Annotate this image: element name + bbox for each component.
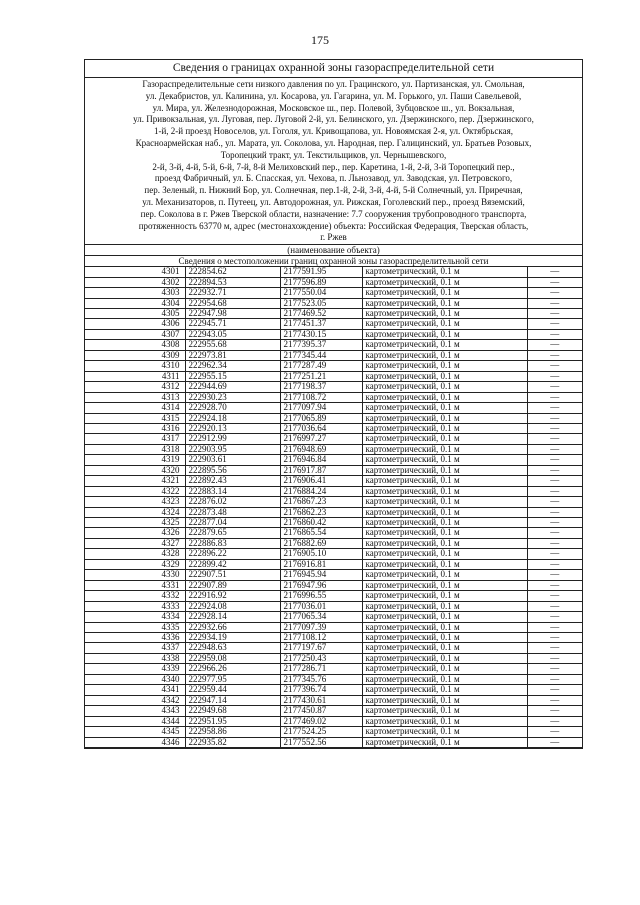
point-number-cell: 4339 xyxy=(85,664,185,674)
table-row xyxy=(85,528,582,538)
method-cell: картометрический, 0.1 м xyxy=(362,403,527,413)
description-cell: — xyxy=(527,549,582,559)
description-cell: — xyxy=(527,518,582,528)
method-cell: картометрический, 0.1 м xyxy=(362,559,527,569)
table-row xyxy=(85,486,582,496)
table-row xyxy=(85,403,582,413)
x-coordinate-cell: 222879.65 xyxy=(185,528,280,538)
y-coordinate-cell: 2177198.37 xyxy=(280,382,362,392)
y-coordinate-cell: 2177596.89 xyxy=(280,277,362,287)
point-number-cell: 4302 xyxy=(85,277,185,287)
description-cell: — xyxy=(527,706,582,716)
y-coordinate-cell: 2176997.27 xyxy=(280,434,362,444)
description-cell: — xyxy=(527,319,582,329)
x-coordinate-cell: 222924.18 xyxy=(185,413,280,423)
point-number-cell: 4341 xyxy=(85,685,185,695)
y-coordinate-cell: 2176945.94 xyxy=(280,570,362,580)
table-row xyxy=(85,350,582,360)
description-cell: — xyxy=(527,413,582,423)
table-row xyxy=(85,653,582,663)
table-row xyxy=(85,601,582,611)
method-cell: картометрический, 0.1 м xyxy=(362,361,527,371)
description-cell: — xyxy=(527,716,582,726)
point-number-cell: 4310 xyxy=(85,361,185,371)
point-number-cell: 4331 xyxy=(85,580,185,590)
point-number-cell: 4319 xyxy=(85,455,185,465)
table-row xyxy=(85,340,582,350)
y-coordinate-cell: 2177250.43 xyxy=(280,653,362,663)
table-row xyxy=(85,570,582,580)
description-cell: — xyxy=(527,267,582,277)
y-coordinate-cell: 2177469.52 xyxy=(280,308,362,318)
coordinates-table-body xyxy=(85,267,582,748)
x-coordinate-cell: 222934.19 xyxy=(185,633,280,643)
method-cell: картометрический, 0.1 м xyxy=(362,706,527,716)
point-number-cell: 4336 xyxy=(85,633,185,643)
x-coordinate-cell: 222932.71 xyxy=(185,288,280,298)
x-coordinate-cell: 222935.82 xyxy=(185,737,280,747)
method-cell: картометрический, 0.1 м xyxy=(362,737,527,747)
table-row xyxy=(85,288,582,298)
y-coordinate-cell: 2176948.69 xyxy=(280,444,362,454)
point-number-cell: 4306 xyxy=(85,319,185,329)
point-number-cell: 4305 xyxy=(85,308,185,318)
table-row xyxy=(85,518,582,528)
x-coordinate-cell: 222959.08 xyxy=(185,653,280,663)
description-cell: — xyxy=(527,653,582,663)
table-row xyxy=(85,319,582,329)
description-cell: — xyxy=(527,486,582,496)
x-coordinate-cell: 222977.95 xyxy=(185,674,280,684)
x-coordinate-cell: 222955.15 xyxy=(185,371,280,381)
object-description xyxy=(85,78,582,244)
y-coordinate-cell: 2177036.64 xyxy=(280,423,362,433)
point-number-cell: 4335 xyxy=(85,622,185,632)
method-cell: картометрический, 0.1 м xyxy=(362,622,527,632)
x-coordinate-cell: 222930.23 xyxy=(185,392,280,402)
table-row xyxy=(85,361,582,371)
table-row xyxy=(85,549,582,559)
x-coordinate-cell: 222951.95 xyxy=(185,716,280,726)
method-cell: картометрический, 0.1 м xyxy=(362,298,527,308)
method-cell: картометрический, 0.1 м xyxy=(362,277,527,287)
table-row xyxy=(85,444,582,454)
y-coordinate-cell: 2177430.15 xyxy=(280,329,362,339)
y-coordinate-cell: 2177451.37 xyxy=(280,319,362,329)
x-coordinate-cell: 222883.14 xyxy=(185,486,280,496)
method-cell: картометрический, 0.1 м xyxy=(362,434,527,444)
method-cell: картометрический, 0.1 м xyxy=(362,465,527,475)
point-number-cell: 4330 xyxy=(85,570,185,580)
table-row xyxy=(85,497,582,507)
table-row xyxy=(85,476,582,486)
table-row xyxy=(85,622,582,632)
x-coordinate-cell: 222873.48 xyxy=(185,507,280,517)
table-row xyxy=(85,737,582,747)
table-row xyxy=(85,371,582,381)
point-number-cell: 4316 xyxy=(85,423,185,433)
method-cell: картометрический, 0.1 м xyxy=(362,371,527,381)
method-cell: картометрический, 0.1 м xyxy=(362,267,527,277)
table-row xyxy=(85,664,582,674)
description-line: ул. Мира, ул. Железнодорожная, Московское ш., пер. Полевой, Зубцовское ш., ул. Вокзальная, xyxy=(152,102,515,113)
table-row xyxy=(85,633,582,643)
x-coordinate-cell: 222966.26 xyxy=(185,664,280,674)
description-cell: — xyxy=(527,382,582,392)
description-line: г. Ржев xyxy=(320,232,347,243)
description-line: 2-й, 3-й, 4-й, 5-й, 6-й, 7-й, 8-й Мелиховский пер., пер. Каретина, 1-й, 2-й, 3-й Торопецкий пер., xyxy=(152,161,515,172)
x-coordinate-cell: 222924.08 xyxy=(185,601,280,611)
description-cell: — xyxy=(527,559,582,569)
y-coordinate-cell: 2176916.81 xyxy=(280,559,362,569)
y-coordinate-cell: 2176906.41 xyxy=(280,476,362,486)
description-cell: — xyxy=(527,361,582,371)
table-row xyxy=(85,591,582,601)
description-cell: — xyxy=(527,507,582,517)
point-number-cell: 4334 xyxy=(85,612,185,622)
x-coordinate-cell: 222973.81 xyxy=(185,350,280,360)
method-cell: картометрический, 0.1 м xyxy=(362,643,527,653)
x-coordinate-cell: 222886.83 xyxy=(185,538,280,548)
method-cell: картометрический, 0.1 м xyxy=(362,664,527,674)
point-number-cell: 4311 xyxy=(85,371,185,381)
method-cell: картометрический, 0.1 м xyxy=(362,329,527,339)
description-cell: — xyxy=(527,476,582,486)
y-coordinate-cell: 2177345.76 xyxy=(280,674,362,684)
description-cell: — xyxy=(527,727,582,737)
point-number-cell: 4304 xyxy=(85,298,185,308)
table-row xyxy=(85,277,582,287)
method-cell: картометрический, 0.1 м xyxy=(362,382,527,392)
description-cell: — xyxy=(527,695,582,705)
y-coordinate-cell: 2177395.37 xyxy=(280,340,362,350)
y-coordinate-cell: 2177287.49 xyxy=(280,361,362,371)
description-cell: — xyxy=(527,580,582,590)
description-cell: — xyxy=(527,308,582,318)
description-cell: — xyxy=(527,340,582,350)
method-cell: картометрический, 0.1 м xyxy=(362,549,527,559)
description-line: пер. Соколова в г. Ржев Тверской области, назначение: 7.7 сооружения трубопроводного транспорта, xyxy=(140,208,527,219)
x-coordinate-cell: 222896.22 xyxy=(185,549,280,559)
table-row xyxy=(85,267,582,277)
x-coordinate-cell: 222907.89 xyxy=(185,580,280,590)
table-row xyxy=(85,308,582,318)
point-number-cell: 4309 xyxy=(85,350,185,360)
y-coordinate-cell: 2177286.71 xyxy=(280,664,362,674)
description-cell: — xyxy=(527,277,582,287)
x-coordinate-cell: 222945.71 xyxy=(185,319,280,329)
point-number-cell: 4308 xyxy=(85,340,185,350)
description-cell: — xyxy=(527,434,582,444)
point-number-cell: 4317 xyxy=(85,434,185,444)
description-cell: — xyxy=(527,674,582,684)
method-cell: картометрический, 0.1 м xyxy=(362,319,527,329)
description-cell: — xyxy=(527,455,582,465)
x-coordinate-cell: 222877.04 xyxy=(185,518,280,528)
description-cell: — xyxy=(527,643,582,653)
y-coordinate-cell: 2176996.55 xyxy=(280,591,362,601)
y-coordinate-cell: 2176946.84 xyxy=(280,455,362,465)
x-coordinate-cell: 222895.56 xyxy=(185,465,280,475)
x-coordinate-cell: 222949.68 xyxy=(185,706,280,716)
x-coordinate-cell: 222954.68 xyxy=(185,298,280,308)
x-coordinate-cell: 222959.44 xyxy=(185,685,280,695)
point-number-cell: 4342 xyxy=(85,695,185,705)
method-cell: картометрический, 0.1 м xyxy=(362,580,527,590)
point-number-cell: 4344 xyxy=(85,716,185,726)
y-coordinate-cell: 2176917.87 xyxy=(280,465,362,475)
x-coordinate-cell: 222943.05 xyxy=(185,329,280,339)
table-row xyxy=(85,423,582,433)
y-coordinate-cell: 2176905.10 xyxy=(280,549,362,559)
point-number-cell: 4307 xyxy=(85,329,185,339)
table-row xyxy=(85,507,582,517)
description-cell: — xyxy=(527,633,582,643)
table-row xyxy=(85,695,582,705)
x-coordinate-cell: 222947.98 xyxy=(185,308,280,318)
x-coordinate-cell: 222903.61 xyxy=(185,455,280,465)
method-cell: картометрический, 0.1 м xyxy=(362,601,527,611)
description-cell: — xyxy=(527,329,582,339)
description-cell: — xyxy=(527,444,582,454)
coordinates-table xyxy=(85,266,582,748)
point-number-cell: 4333 xyxy=(85,601,185,611)
point-number-cell: 4337 xyxy=(85,643,185,653)
y-coordinate-cell: 2176882.69 xyxy=(280,538,362,548)
table-row xyxy=(85,455,582,465)
y-coordinate-cell: 2177065.89 xyxy=(280,413,362,423)
method-cell: картометрический, 0.1 м xyxy=(362,486,527,496)
description-line: протяженность 63770 м, адрес (местонахождение) объекта: Российская Федерация, Тверская область, xyxy=(138,220,529,231)
x-coordinate-cell: 222958.86 xyxy=(185,727,280,737)
y-coordinate-cell: 2176884.24 xyxy=(280,486,362,496)
y-coordinate-cell: 2177345.44 xyxy=(280,350,362,360)
method-cell: картометрический, 0.1 м xyxy=(362,288,527,298)
y-coordinate-cell: 2177065.34 xyxy=(280,612,362,622)
method-cell: картометрический, 0.1 м xyxy=(362,518,527,528)
table-row xyxy=(85,643,582,653)
object-name-caption: (наименование объекта) xyxy=(85,244,582,255)
point-number-cell: 4346 xyxy=(85,737,185,747)
y-coordinate-cell: 2177108.72 xyxy=(280,392,362,402)
method-cell: картометрический, 0.1 м xyxy=(362,727,527,737)
y-coordinate-cell: 2177552.56 xyxy=(280,737,362,747)
description-cell: — xyxy=(527,350,582,360)
table-row xyxy=(85,612,582,622)
description-line: ул. Привокзальная, ул. Луговая, пер. Луговой 2-й, ул. Белинского, ул. Дзержинского, пер. Дзержинского, xyxy=(133,114,534,125)
method-cell: картометрический, 0.1 м xyxy=(362,591,527,601)
x-coordinate-cell: 222854.62 xyxy=(185,267,280,277)
document-title: Сведения о границах охранной зоны газораспределительной сети xyxy=(85,60,582,78)
point-number-cell: 4327 xyxy=(85,538,185,548)
description-cell: — xyxy=(527,403,582,413)
point-number-cell: 4313 xyxy=(85,392,185,402)
x-coordinate-cell: 222932.66 xyxy=(185,622,280,632)
point-number-cell: 4323 xyxy=(85,497,185,507)
method-cell: картометрический, 0.1 м xyxy=(362,538,527,548)
description-cell: — xyxy=(527,538,582,548)
x-coordinate-cell: 222928.70 xyxy=(185,403,280,413)
x-coordinate-cell: 222962.34 xyxy=(185,361,280,371)
section-title: Сведения о местоположении границ охранной зоны газораспределительной сети xyxy=(85,255,582,266)
point-number-cell: 4324 xyxy=(85,507,185,517)
method-cell: картометрический, 0.1 м xyxy=(362,497,527,507)
description-cell: — xyxy=(527,737,582,747)
point-number-cell: 4312 xyxy=(85,382,185,392)
method-cell: картометрический, 0.1 м xyxy=(362,476,527,486)
table-row xyxy=(85,716,582,726)
method-cell: картометрический, 0.1 м xyxy=(362,570,527,580)
description-line: ул. Декабристов, ул. Калинина, ул. Косарова, ул. Гагарина, ул. М. Горького, ул. Паши Савельевой, xyxy=(145,90,522,101)
description-line: пер. Зеленый, п. Нижний Бор, ул. Солнечная, пер.1-й, 2-й, 3-й, 4-й, 5-й Солнечный, ул. Приречная, xyxy=(144,185,523,196)
y-coordinate-cell: 2177097.39 xyxy=(280,622,362,632)
point-number-cell: 4326 xyxy=(85,528,185,538)
y-coordinate-cell: 2177450.87 xyxy=(280,706,362,716)
method-cell: картометрический, 0.1 м xyxy=(362,633,527,643)
x-coordinate-cell: 222947.14 xyxy=(185,695,280,705)
table-row xyxy=(85,413,582,423)
description-cell: — xyxy=(527,570,582,580)
description-cell: — xyxy=(527,622,582,632)
method-cell: картометрический, 0.1 м xyxy=(362,612,527,622)
point-number-cell: 4328 xyxy=(85,549,185,559)
method-cell: картометрический, 0.1 м xyxy=(362,392,527,402)
description-line: ул. Механизаторов, п. Путеец, ул. Автодорожная, ул. Рижская, Гоголевский пер., проезд Вяземский, xyxy=(142,196,525,207)
description-cell: — xyxy=(527,423,582,433)
table-row xyxy=(85,685,582,695)
point-number-cell: 4321 xyxy=(85,476,185,486)
table-row xyxy=(85,538,582,548)
description-cell: — xyxy=(527,664,582,674)
description-line: 1-й, 2-й проезд Новоселов, ул. Гоголя, ул. Кривощапова, ул. Новоямская 2-я, ул. Октябрьская, xyxy=(153,126,514,137)
method-cell: картометрический, 0.1 м xyxy=(362,695,527,705)
y-coordinate-cell: 2176867.23 xyxy=(280,497,362,507)
x-coordinate-cell: 222920.13 xyxy=(185,423,280,433)
y-coordinate-cell: 2177430.61 xyxy=(280,695,362,705)
table-row xyxy=(85,382,582,392)
table-row xyxy=(85,465,582,475)
point-number-cell: 4338 xyxy=(85,653,185,663)
point-number-cell: 4345 xyxy=(85,727,185,737)
y-coordinate-cell: 2177396.74 xyxy=(280,685,362,695)
point-number-cell: 4332 xyxy=(85,591,185,601)
x-coordinate-cell: 222892.43 xyxy=(185,476,280,486)
description-cell: — xyxy=(527,371,582,381)
x-coordinate-cell: 222903.95 xyxy=(185,444,280,454)
description-line: Красноармейская наб., ул. Марата, ул. Соколова, ул. Народная, пер. Галицинский, ул. Братьев Розовых, xyxy=(135,137,532,148)
y-coordinate-cell: 2176860.42 xyxy=(280,518,362,528)
method-cell: картометрический, 0.1 м xyxy=(362,413,527,423)
method-cell: картометрический, 0.1 м xyxy=(362,507,527,517)
description-cell: — xyxy=(527,465,582,475)
method-cell: картометрический, 0.1 м xyxy=(362,308,527,318)
y-coordinate-cell: 2177097.94 xyxy=(280,403,362,413)
x-coordinate-cell: 222955.68 xyxy=(185,340,280,350)
description-cell: — xyxy=(527,298,582,308)
table-row xyxy=(85,298,582,308)
point-number-cell: 4301 xyxy=(85,267,185,277)
point-number-cell: 4320 xyxy=(85,465,185,475)
point-number-cell: 4314 xyxy=(85,403,185,413)
table-row xyxy=(85,559,582,569)
method-cell: картометрический, 0.1 м xyxy=(362,423,527,433)
method-cell: картометрический, 0.1 м xyxy=(362,455,527,465)
table-row xyxy=(85,706,582,716)
table-row xyxy=(85,392,582,402)
description-line: Газораспределительные сети низкого давления по ул. Грацинского, ул. Партизанская, ул. Смольная, xyxy=(142,79,525,89)
method-cell: картометрический, 0.1 м xyxy=(362,653,527,663)
x-coordinate-cell: 222907.51 xyxy=(185,570,280,580)
table-row xyxy=(85,580,582,590)
y-coordinate-cell: 2176947.96 xyxy=(280,580,362,590)
point-number-cell: 4343 xyxy=(85,706,185,716)
x-coordinate-cell: 222876.02 xyxy=(185,497,280,507)
point-number-cell: 4329 xyxy=(85,559,185,569)
x-coordinate-cell: 222899.42 xyxy=(185,559,280,569)
method-cell: картометрический, 0.1 м xyxy=(362,528,527,538)
point-number-cell: 4318 xyxy=(85,444,185,454)
x-coordinate-cell: 222948.63 xyxy=(185,643,280,653)
description-cell: — xyxy=(527,497,582,507)
description-line: Торопецкий тракт, ул. Текстильщиков, ул. Чернышевского, xyxy=(220,149,447,160)
y-coordinate-cell: 2177197.67 xyxy=(280,643,362,653)
y-coordinate-cell: 2177469.02 xyxy=(280,716,362,726)
y-coordinate-cell: 2177108.12 xyxy=(280,633,362,643)
method-cell: картометрический, 0.1 м xyxy=(362,685,527,695)
y-coordinate-cell: 2177523.05 xyxy=(280,298,362,308)
description-line: проезд Фабричный, ул. Б. Спасская, ул. Чехова, п. Льнозавод, ул. Заводская, ул. Петровского, xyxy=(154,173,513,184)
description-cell: — xyxy=(527,685,582,695)
y-coordinate-cell: 2176862.23 xyxy=(280,507,362,517)
page-number: 175 xyxy=(311,33,329,47)
y-coordinate-cell: 2176865.54 xyxy=(280,528,362,538)
method-cell: картометрический, 0.1 м xyxy=(362,674,527,684)
y-coordinate-cell: 2177550.04 xyxy=(280,288,362,298)
description-cell: — xyxy=(527,392,582,402)
description-cell: — xyxy=(527,612,582,622)
method-cell: картометрический, 0.1 м xyxy=(362,444,527,454)
point-number-cell: 4315 xyxy=(85,413,185,423)
x-coordinate-cell: 222894.53 xyxy=(185,277,280,287)
y-coordinate-cell: 2177591.95 xyxy=(280,267,362,277)
point-number-cell: 4322 xyxy=(85,486,185,496)
y-coordinate-cell: 2177251.21 xyxy=(280,371,362,381)
y-coordinate-cell: 2177524.25 xyxy=(280,727,362,737)
x-coordinate-cell: 222912.99 xyxy=(185,434,280,444)
y-coordinate-cell: 2177036.01 xyxy=(280,601,362,611)
x-coordinate-cell: 222928.14 xyxy=(185,612,280,622)
description-cell: — xyxy=(527,528,582,538)
method-cell: картометрический, 0.1 м xyxy=(362,340,527,350)
description-cell: — xyxy=(527,591,582,601)
document-frame xyxy=(84,59,583,749)
point-number-cell: 4325 xyxy=(85,518,185,528)
method-cell: картометрический, 0.1 м xyxy=(362,716,527,726)
table-row xyxy=(85,329,582,339)
x-coordinate-cell: 222944.69 xyxy=(185,382,280,392)
table-row xyxy=(85,727,582,737)
x-coordinate-cell: 222916.92 xyxy=(185,591,280,601)
table-row xyxy=(85,434,582,444)
table-row xyxy=(85,674,582,684)
description-cell: — xyxy=(527,288,582,298)
point-number-cell: 4303 xyxy=(85,288,185,298)
point-number-cell: 4340 xyxy=(85,674,185,684)
method-cell: картометрический, 0.1 м xyxy=(362,350,527,360)
description-cell: — xyxy=(527,601,582,611)
